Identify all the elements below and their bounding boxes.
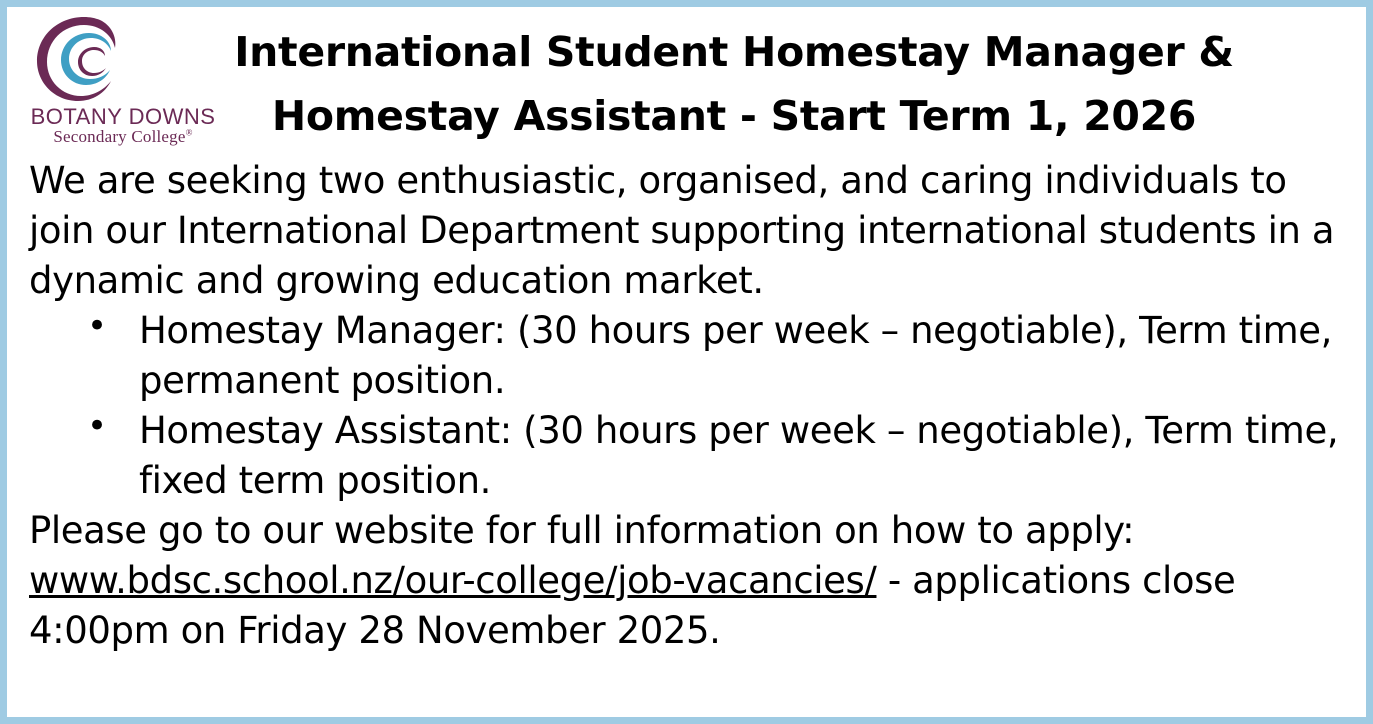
job-vacancies-link[interactable]: www.bdsc.school.nz/our-college/job-vacancies/ xyxy=(29,558,877,602)
closing-text-before-link: Please go to our website for full information on how to apply: xyxy=(29,508,1135,552)
page-title-line-2: Homestay Assistant - Start Term 1, 2026 xyxy=(271,91,1197,140)
intro-paragraph: We are seeking two enthusiastic, organised, and caring individuals to join our International Department supporting international students in a dynamic and growing education market. xyxy=(29,159,1335,302)
advertisement-content xyxy=(7,7,1366,717)
list-item: • Homestay Manager: (30 hours per week – negotiable), Term time, permanent position. xyxy=(87,306,1346,406)
closing-text-after-link: - applications close 4:00pm on Friday 28 November 2025. xyxy=(29,558,1236,652)
page-title-line-1: International Student Homestay Manager & xyxy=(234,28,1234,76)
logo-line-1: BOTANY DOWNS xyxy=(30,104,216,129)
closing-paragraph xyxy=(29,506,1346,656)
school-logo xyxy=(21,13,221,148)
swirl-logo-icon xyxy=(31,13,129,105)
list-item: • Homestay Assistant: (30 hours per week – negotiable), Term time, fixed term position. xyxy=(87,406,1346,506)
registered-trademark-symbol: ® xyxy=(185,127,193,138)
role-list xyxy=(29,306,1346,506)
advertisement-body xyxy=(29,156,1346,655)
page-title xyxy=(219,13,1249,148)
logo-line-2 xyxy=(23,128,223,146)
logo-line-2-text: Secondary College xyxy=(53,127,186,147)
logo-wordmark xyxy=(23,105,223,146)
